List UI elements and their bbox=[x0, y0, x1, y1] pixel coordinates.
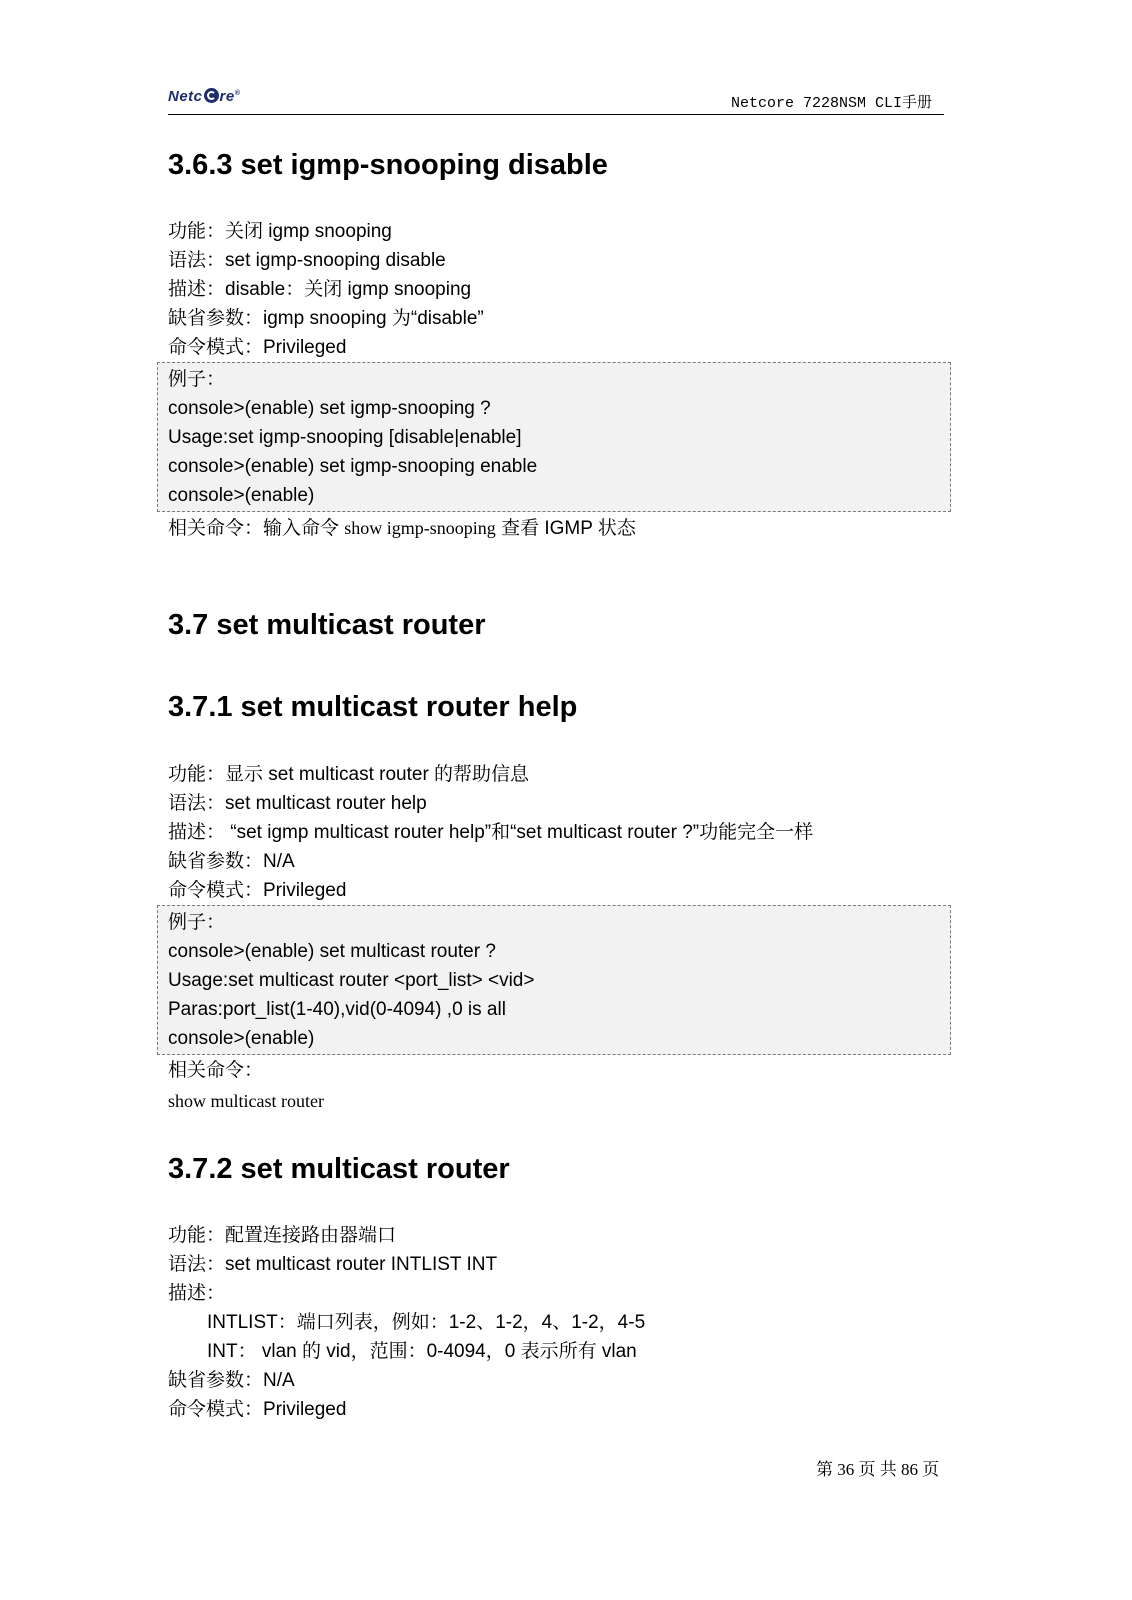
logo-o-icon bbox=[204, 88, 219, 103]
related-command: show multicast router bbox=[168, 1091, 324, 1111]
function-line: 功能：显示 set multicast router 的帮助信息 bbox=[168, 764, 530, 785]
default-line: 缺省参数：N/A bbox=[168, 1370, 295, 1391]
mode-line: 命令模式：Privileged bbox=[168, 1399, 347, 1420]
example-line: console>(enable) set igmp-snooping enable bbox=[168, 456, 538, 477]
related-label: 相关命令：输入命令 bbox=[168, 518, 340, 539]
example-line: console>(enable) bbox=[168, 485, 315, 506]
heading-3-7-1: 3.7.1 set multicast router help bbox=[168, 691, 578, 723]
example-line: 例子： bbox=[168, 369, 226, 390]
function-line: 功能：关闭 igmp snooping bbox=[168, 221, 392, 242]
related-commands-line bbox=[168, 516, 636, 541]
netcore-logo: Netc re® bbox=[168, 88, 241, 105]
related-command: show igmp-snooping bbox=[344, 518, 496, 538]
syntax-line: 语法：set igmp-snooping disable bbox=[168, 250, 446, 271]
example-line: Paras:port_list(1-40),vid(0-4094) ,0 is all bbox=[168, 999, 506, 1020]
heading-3-7: 3.7 set multicast router bbox=[168, 609, 486, 641]
example-box bbox=[157, 362, 951, 512]
heading-3-7-2: 3.7.2 set multicast router bbox=[168, 1153, 510, 1185]
mode-line: 命令模式：Privileged bbox=[168, 337, 347, 358]
page-header bbox=[168, 86, 944, 115]
example-line: Usage:set igmp-snooping [disable|enable] bbox=[168, 427, 522, 448]
default-line: 缺省参数：igmp snooping 为“disable” bbox=[168, 308, 484, 329]
description-line: 描述： “set igmp multicast router help”和“set multicast router ?”功能完全一样 bbox=[168, 822, 814, 843]
header-title: Netcore 7228NSM CLI手册 bbox=[730, 95, 932, 112]
page-number: 第 36 页 共 86 页 bbox=[816, 1460, 940, 1479]
example-line: Usage:set multicast router <port_list> <vid> bbox=[168, 970, 535, 991]
example-line: 例子： bbox=[168, 912, 226, 933]
mode-line: 命令模式：Privileged bbox=[168, 880, 347, 901]
default-line: 缺省参数：N/A bbox=[168, 851, 295, 872]
example-line: console>(enable) set igmp-snooping ? bbox=[168, 398, 491, 419]
example-line: console>(enable) set multicast router ? bbox=[168, 941, 496, 962]
syntax-line: 语法：set multicast router INTLIST INT bbox=[168, 1254, 498, 1275]
function-line: 功能：配置连接路由器端口 bbox=[168, 1225, 397, 1246]
example-box bbox=[157, 905, 951, 1055]
syntax-line: 语法：set multicast router help bbox=[168, 793, 427, 814]
related-label: 相关命令： bbox=[168, 1060, 264, 1081]
description-int: INT： vlan 的 vid，范围：0-4094，0 表示所有 vlan bbox=[207, 1341, 637, 1362]
description-line: 描述：disable：关闭 igmp snooping bbox=[168, 279, 472, 300]
related-tail: 查看 IGMP 状态 bbox=[501, 518, 636, 539]
description-intlist: INTLIST：端口列表，例如：1-2、1-2，4、1-2，4-5 bbox=[207, 1312, 646, 1333]
heading-3-6-3: 3.6.3 set igmp-snooping disable bbox=[168, 149, 608, 181]
example-line: console>(enable) bbox=[168, 1028, 315, 1049]
description-line: 描述： bbox=[168, 1283, 226, 1304]
